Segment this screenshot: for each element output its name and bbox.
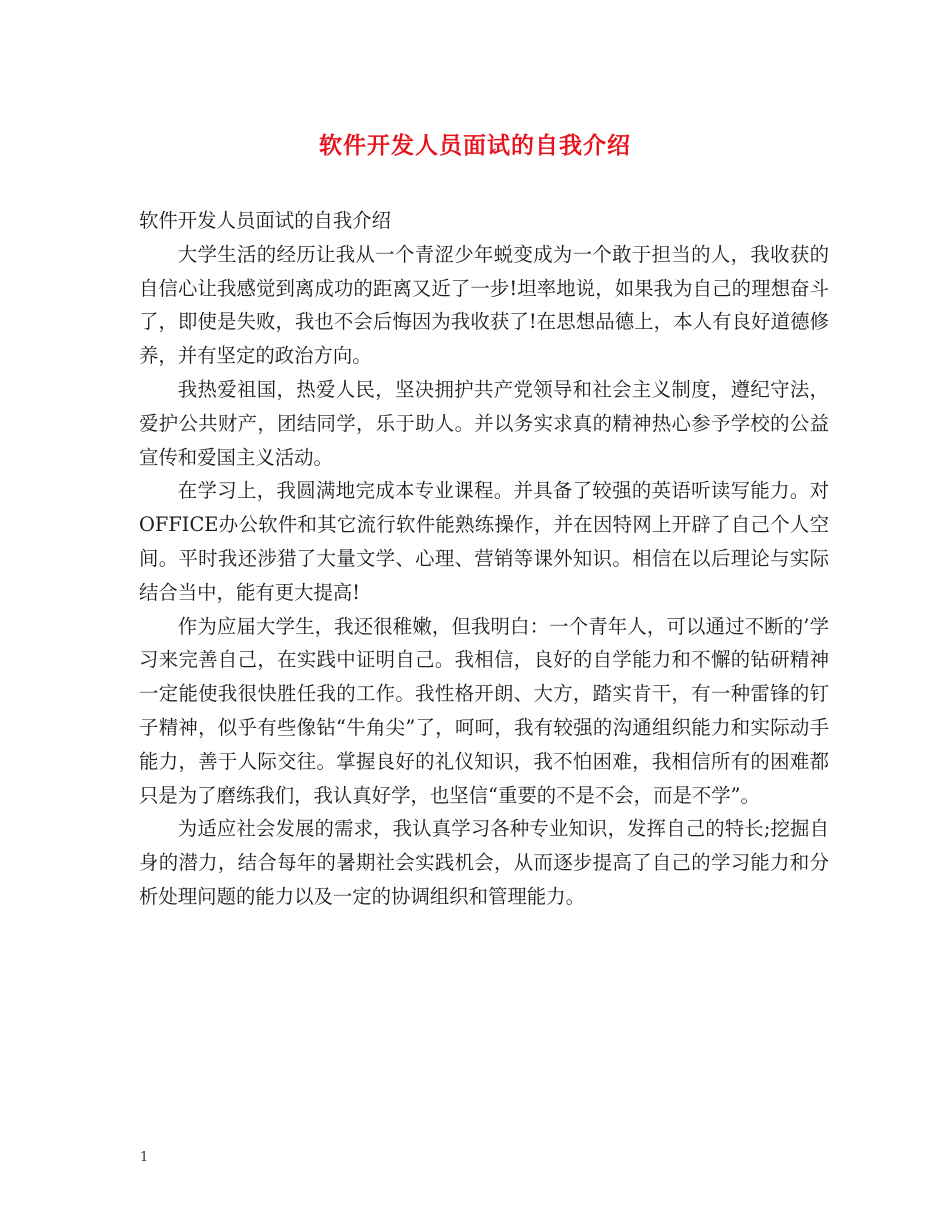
paragraph-4: 作为应届大学生，我还很稚嫩，但我明白：一个青年人，可以通过不断的’学习来完善自己，在实践中证明自己。我相信，良好的自学能力和不懈的钻研精神一定能使我很快胜任我的工作。我性格开朗、大方，踏实肯干，有一种雷锋的钉子精神，似乎有些像钻“牛角尖”了，呵呵，我有较强的沟通组织能力和实际动手能力，善于人际交往。掌握良好的礼仪知识，我不怕困难，我相信所有的困难都只是为了磨练我们，我认真好学，也坚信“重要的不是不会，而是不学”。 [139,614,829,807]
paragraph-1: 大学生活的经历让我从一个青涩少年蜕变成为一个敢于担当的人，我收获的自信心让我感觉到离成功的距离又近了一步!坦率地说，如果我为自己的理想奋斗了，即使是失败，我也不会后悔因为我收获了!在思想品德上，本人有良好道德修养，并有坚定的政治方向。 [139,242,829,368]
paragraph-2: 我热爱祖国，热爱人民，坚决拥护共产党领导和社会主义制度，遵纪守法，爱护公共财产，团结同学，乐于助人。并以务实求真的精神热心参予学校的公益宣传和爱国主义活动。 [139,377,829,469]
paragraph-5: 为适应社会发展的需求，我认真学习各种专业知识，发挥自己的特长;挖掘自身的潜力，结合每年的暑期社会实践机会，从而逐步提高了自己的学习能力和分析处理问题的能力以及一定的协调组织和管理能力。 [139,817,829,908]
document-body [139,204,829,914]
paragraph-3: 在学习上，我圆满地完成本专业课程。并具备了较强的英语听读写能力。对OFFICE办公软件和其它流行软件能熟练操作，并在因特网上开辟了自己个人空间。平时我还涉猎了大量文学、心理、营销等课外知识。相信在以后理论与实际结合当中，能有更大提高! [139,479,829,604]
page-number: 1 [140,1150,149,1165]
document-subtitle: 软件开发人员面试的自我介绍 [139,209,392,232]
document-title: 软件开发人员面试的自我介绍 [319,133,631,159]
